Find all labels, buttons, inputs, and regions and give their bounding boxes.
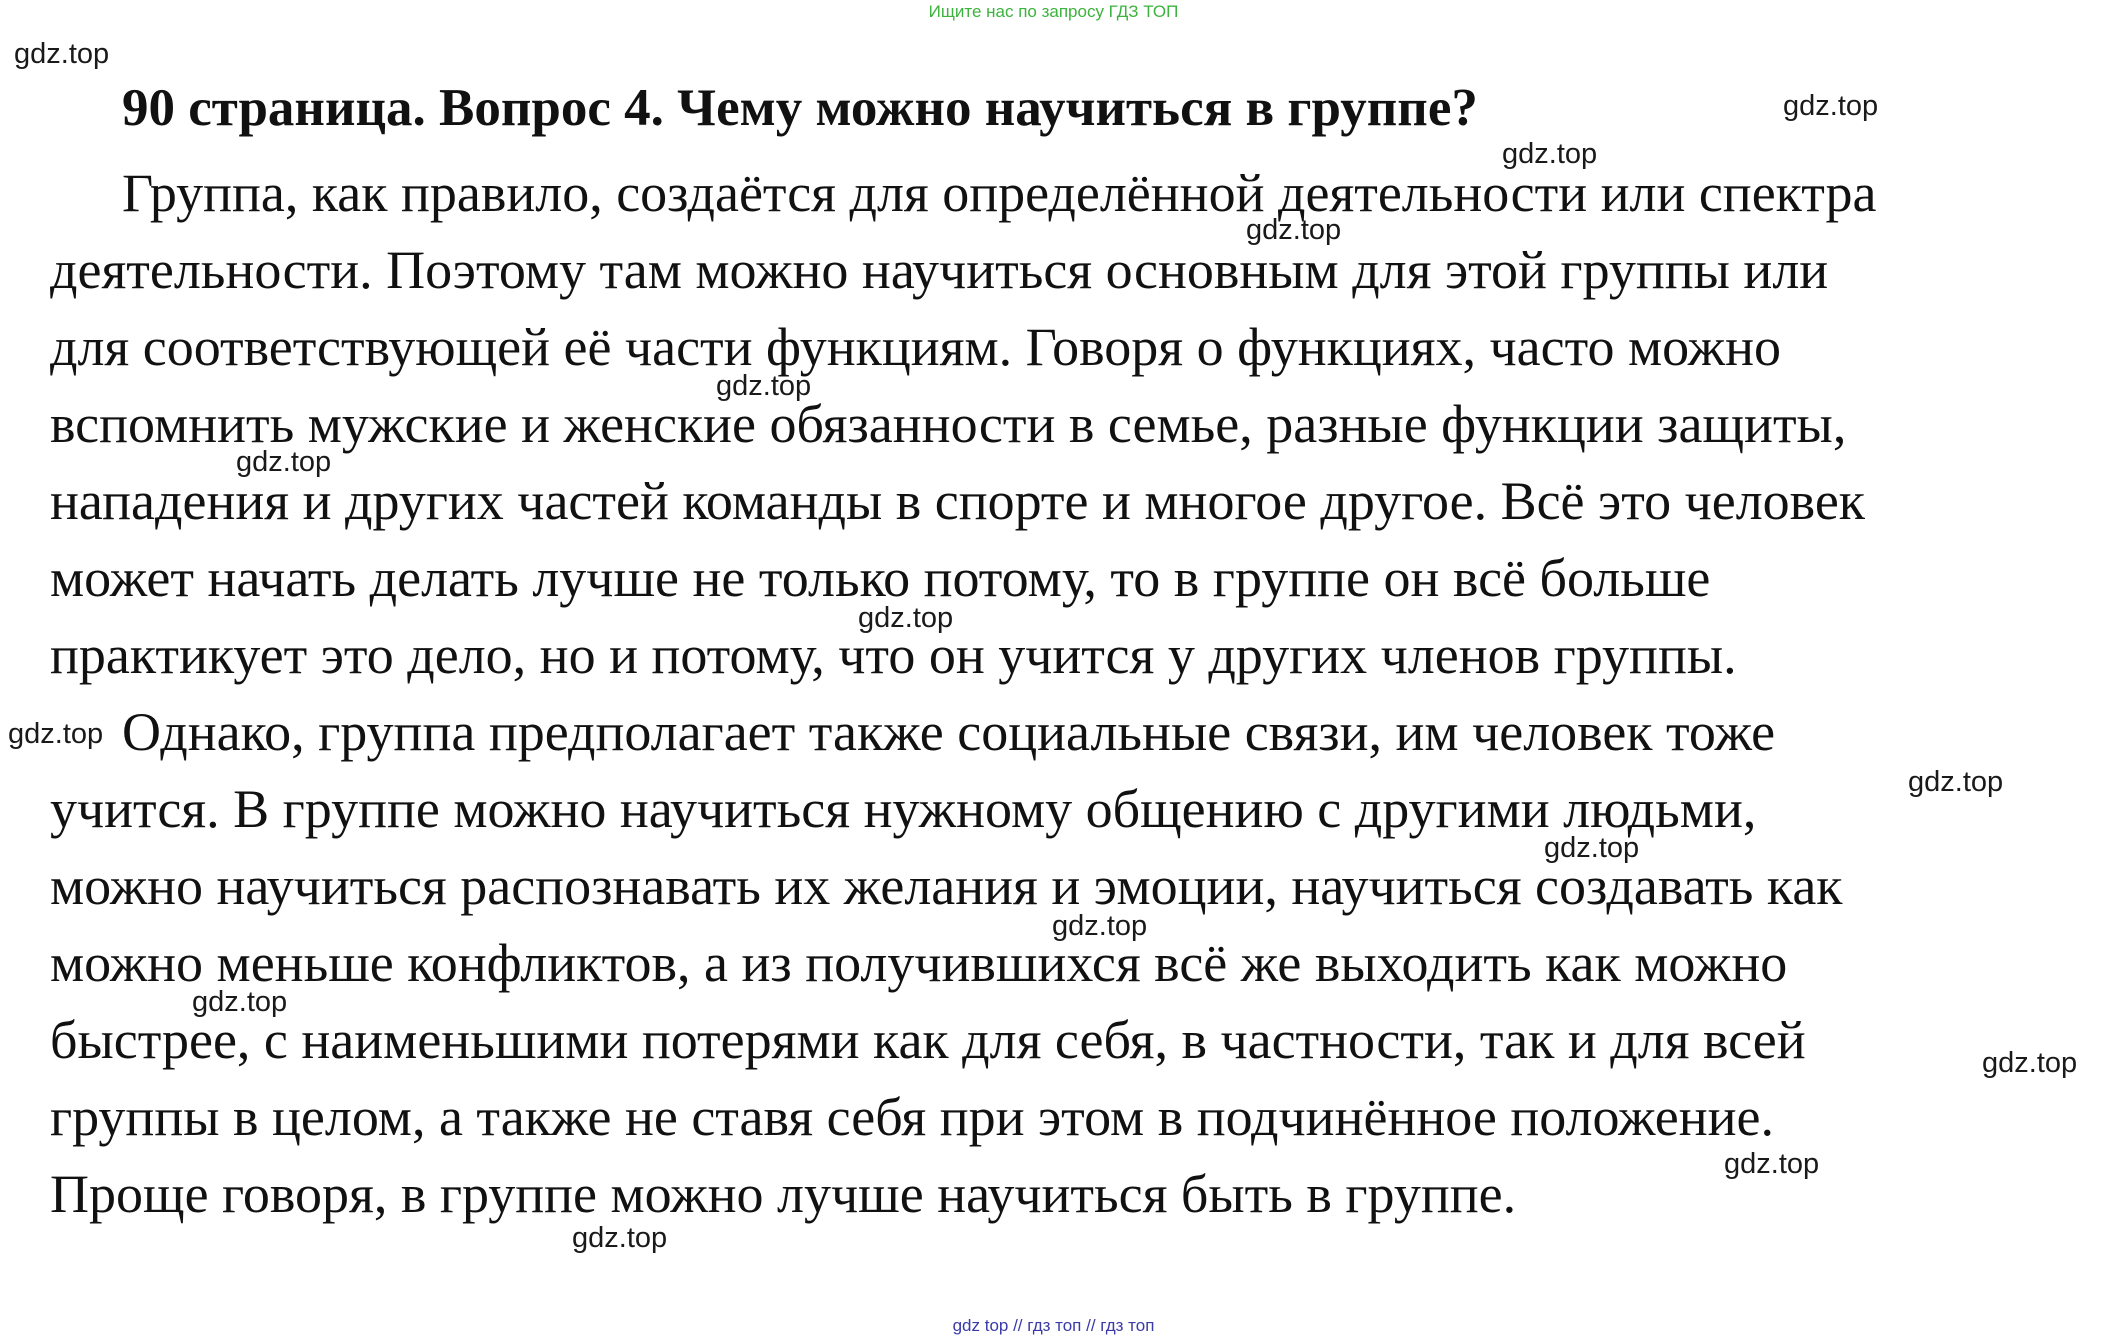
text-line: можно меньше конфликтов, а из получившихся всё же выходить как можно — [50, 933, 1788, 993]
text-line: группы в целом, а также не ставя себя при этом в подчинённое положение. — [50, 1087, 1774, 1147]
text-line: Группа, как правило, создаётся для определённой деятельности или спектра — [122, 163, 1877, 223]
text-line: нападения и других частей команды в спорте и многое другое. Всё это человек — [50, 471, 1866, 531]
watermark: gdz.top — [236, 446, 332, 478]
watermark: gdz.top — [1908, 766, 2004, 798]
text-line: быстрее, с наименьшими потерями как для себя, в частности, так и для всей — [50, 1010, 1806, 1070]
watermark: gdz.top — [1502, 138, 1598, 170]
top-banner: Ищите нас по запросу ГДЗ ТОП — [928, 2, 1179, 21]
text-line: можно научиться распознавать их желания и эмоции, научиться создавать как — [50, 856, 1843, 916]
text-line: практикует это дело, но и потому, что он учится у других членов группы. — [50, 625, 1737, 685]
text-line: Однако, группа предполагает также социальные связи, им человек тоже — [122, 702, 1776, 762]
text-line: учится. В группе можно научиться нужному общению с другими людьми, — [50, 779, 1757, 839]
text-line: деятельности. Поэтому там можно научиться основным для этой группы или — [50, 240, 1829, 300]
watermark: gdz.top — [572, 1222, 668, 1254]
watermark: gdz.top — [1724, 1148, 1820, 1180]
watermark: gdz.top — [8, 718, 104, 750]
text-line: для соответствующей её части функциям. Говоря о функциях, часто можно — [50, 317, 1782, 377]
watermark: gdz.top — [14, 38, 110, 70]
footer-links: gdz top // гдз топ // гдз топ — [952, 1316, 1155, 1335]
watermark: gdz.top — [1544, 832, 1640, 864]
watermark: gdz.top — [716, 370, 812, 402]
watermark: gdz.top — [858, 602, 954, 634]
watermark: gdz.top — [1246, 214, 1342, 246]
text-line: может начать делать лучше не только потому, то в группе он всё больше — [50, 548, 1711, 608]
watermark: gdz.top — [1982, 1047, 2078, 1079]
watermark: gdz.top — [192, 986, 288, 1018]
text-line: вспомнить мужские и женские обязанности в семье, разные функции защиты, — [50, 394, 1847, 454]
watermark: gdz.top — [1052, 910, 1148, 942]
text-line: Проще говоря, в группе можно лучше научиться быть в группе. — [50, 1164, 1517, 1224]
question-heading: 90 страница. Вопрос 4. Чему можно научиться в группе? — [122, 79, 1478, 137]
watermark: gdz.top — [1783, 90, 1879, 122]
